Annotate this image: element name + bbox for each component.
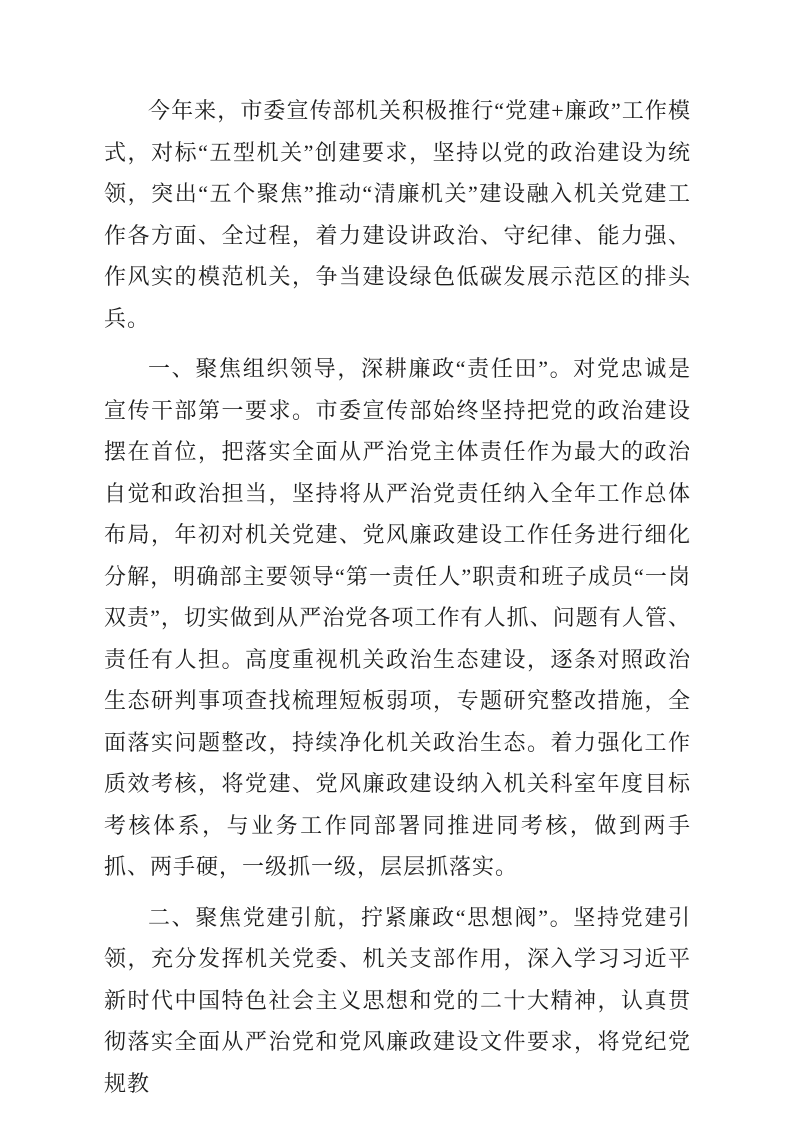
paragraph-section-1: 一、聚焦组织领导，深耕廉政“责任田”。对党忠诚是宣传干部第一要求。市委宣传部始终坚持把党的政治建设摆在首位，把落实全面从严治党主体责任作为最大的政治自觉和政治担当，坚持将从严治党责任纳入全年工作总体布局，年初对机关党建、党风廉政建设工作任务进行细化分解，明确部主要领导“第一责任人”职责和班子成员“一岗双责”，切实做到从严治党各项工作有人抓、问题有人管、责任有人担。高度重视机关政治生态建设，逐条对照政治生态研判事项查找梳理短板弱项，专题研究整改措施，全面落实问题整改，持续净化机关政治生态。着力强化工作质效考核，将党建、党风廉政建设纳入机关科室年度目标考核体系，与业务工作同部署同推进同考核，做到两手抓、两手硬，一级抓一级，层层抓落实。 xyxy=(104,356,691,879)
paragraph-intro: 今年来，市委宣传部机关积极推行“党建+廉政”工作模式，对标“五型机关”创建要求，坚持以党的政治建设为统领，突出“五个聚焦”推动“清廉机关”建设融入机关党建工作各方面、全过程，着力建设讲政治、守纪律、能力强、作风实的模范机关，争当建设绿色低碳发展示范区的排头兵。 xyxy=(104,98,691,331)
paragraph-section-2: 二、聚焦党建引航，拧紧廉政“思想阀”。坚持党建引领，充分发挥机关党委、机关支部作用，深入学习习近平新时代中国特色社会主义思想和党的二十大精神，认真贯彻落实全面从严治党和党风廉政建设文件要求，将党纪党规教 xyxy=(104,904,691,1096)
